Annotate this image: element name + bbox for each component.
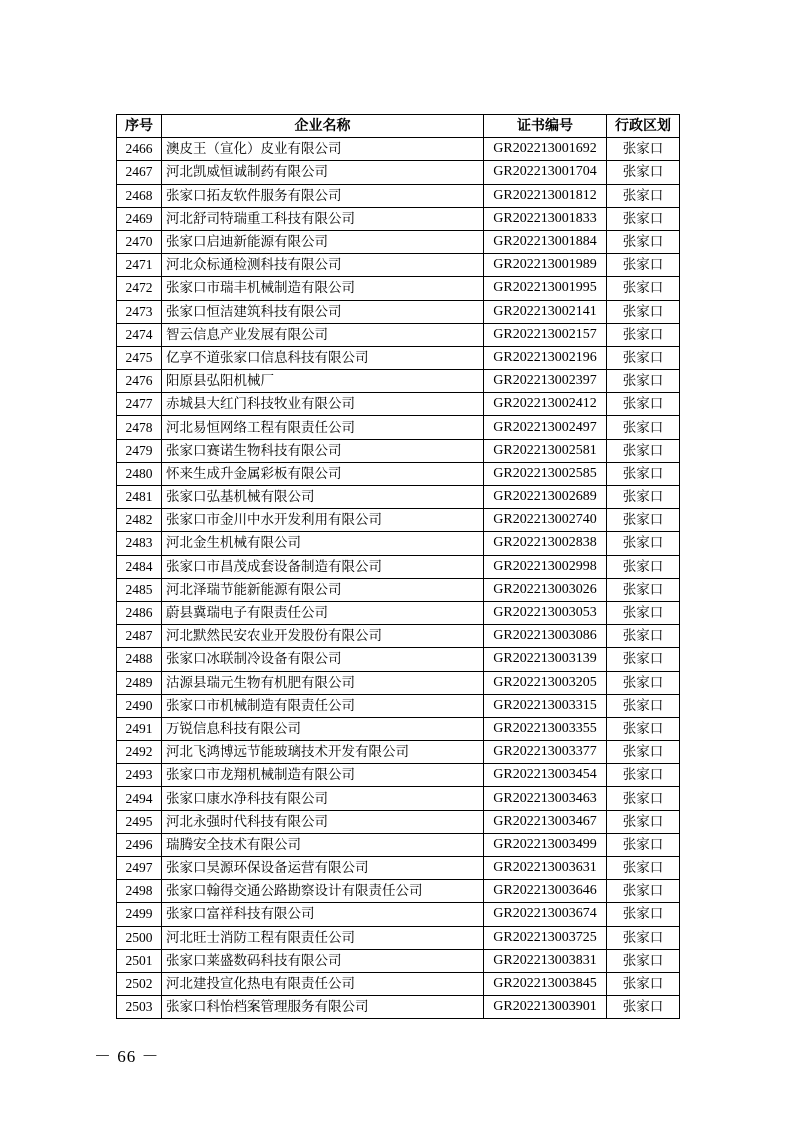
table-row (117, 648, 680, 671)
certificate-number-cell: GR202213002497 (484, 416, 607, 439)
company-name-cell: 张家口赛诺生物科技有限公司 (162, 439, 484, 462)
table-row (117, 880, 680, 903)
serial-cell: 2479 (117, 439, 162, 462)
company-name-cell: 河北永强时代科技有限公司 (162, 810, 484, 833)
region-cell: 张家口 (607, 996, 680, 1019)
serial-cell: 2492 (117, 741, 162, 764)
certificate-number-cell: GR202213003901 (484, 996, 607, 1019)
company-name-cell: 河北默然民安农业开发股份有限公司 (162, 625, 484, 648)
table-row (117, 230, 680, 253)
table-row (117, 625, 680, 648)
region-cell: 张家口 (607, 810, 680, 833)
certificate-number-cell: GR202213002581 (484, 439, 607, 462)
table-row (117, 486, 680, 509)
table-row (117, 926, 680, 949)
table-row (117, 810, 680, 833)
region-cell: 张家口 (607, 393, 680, 416)
table-row (117, 254, 680, 277)
table-row (117, 532, 680, 555)
company-name-cell: 张家口拓友软件服务有限公司 (162, 184, 484, 207)
company-name-cell: 河北建投宣化热电有限责任公司 (162, 972, 484, 995)
certificate-number-cell: GR202213002412 (484, 393, 607, 416)
company-name-cell: 张家口市机械制造有限责任公司 (162, 694, 484, 717)
region-cell: 张家口 (607, 370, 680, 393)
table-row (117, 207, 680, 230)
serial-cell: 2488 (117, 648, 162, 671)
region-cell: 张家口 (607, 207, 680, 230)
region-cell: 张家口 (607, 486, 680, 509)
certificate-number-cell: GR202213003086 (484, 625, 607, 648)
certificate-number-cell: GR202213001692 (484, 138, 607, 161)
region-cell: 张家口 (607, 439, 680, 462)
certificate-number-cell: GR202213002397 (484, 370, 607, 393)
serial-cell: 2483 (117, 532, 162, 555)
company-name-cell: 张家口恒洁建筑科技有限公司 (162, 300, 484, 323)
certificate-number-cell: GR202213001989 (484, 254, 607, 277)
certificate-number-cell: GR202213003463 (484, 787, 607, 810)
certificate-number-cell: GR202213001995 (484, 277, 607, 300)
region-cell: 张家口 (607, 972, 680, 995)
table-row (117, 903, 680, 926)
region-cell: 张家口 (607, 254, 680, 277)
table-row (117, 601, 680, 624)
company-name-cell: 张家口市瑞丰机械制造有限公司 (162, 277, 484, 300)
serial-cell: 2485 (117, 578, 162, 601)
region-cell: 张家口 (607, 555, 680, 578)
region-cell: 张家口 (607, 949, 680, 972)
serial-cell: 2478 (117, 416, 162, 439)
certificate-number-cell: GR202213002838 (484, 532, 607, 555)
table-row (117, 741, 680, 764)
certificate-number-cell: GR202213003315 (484, 694, 607, 717)
table-row (117, 161, 680, 184)
company-table (116, 114, 680, 1019)
region-cell: 张家口 (607, 694, 680, 717)
company-name-cell: 阳原县弘阳机械厂 (162, 370, 484, 393)
table-header-row (117, 115, 680, 138)
serial-cell: 2494 (117, 787, 162, 810)
company-name-cell: 沽源县瑞元生物有机肥有限公司 (162, 671, 484, 694)
region-cell: 张家口 (607, 648, 680, 671)
serial-cell: 2471 (117, 254, 162, 277)
serial-cell: 2466 (117, 138, 162, 161)
table-row (117, 555, 680, 578)
table-row (117, 787, 680, 810)
table-row (117, 184, 680, 207)
certificate-number-cell: GR202213001812 (484, 184, 607, 207)
certificate-number-cell: GR202213003831 (484, 949, 607, 972)
region-cell: 张家口 (607, 230, 680, 253)
certificate-number-cell: GR202213003845 (484, 972, 607, 995)
company-name-cell: 赤城县大红门科技牧业有限公司 (162, 393, 484, 416)
company-name-cell: 河北金生机械有限公司 (162, 532, 484, 555)
region-cell: 张家口 (607, 277, 680, 300)
serial-cell: 2467 (117, 161, 162, 184)
page-number: － 66 － (94, 1047, 160, 1066)
certificate-number-cell: GR202213003053 (484, 601, 607, 624)
certificate-number-cell: GR202213001704 (484, 161, 607, 184)
company-name-cell: 智云信息产业发展有限公司 (162, 323, 484, 346)
region-cell: 张家口 (607, 671, 680, 694)
region-cell: 张家口 (607, 416, 680, 439)
region-cell: 张家口 (607, 857, 680, 880)
serial-cell: 2493 (117, 764, 162, 787)
serial-cell: 2474 (117, 323, 162, 346)
certificate-number-cell: GR202213003646 (484, 880, 607, 903)
company-name-cell: 张家口科怡档案管理服务有限公司 (162, 996, 484, 1019)
company-name-cell: 张家口莱盛数码科技有限公司 (162, 949, 484, 972)
table-row (117, 972, 680, 995)
region-cell: 张家口 (607, 625, 680, 648)
region-cell: 张家口 (607, 578, 680, 601)
company-name-cell: 瑞腾安全技术有限公司 (162, 833, 484, 856)
table-row (117, 300, 680, 323)
company-name-cell: 河北飞鸿博远节能玻璃技术开发有限公司 (162, 741, 484, 764)
serial-cell: 2489 (117, 671, 162, 694)
serial-cell: 2486 (117, 601, 162, 624)
serial-cell: 2481 (117, 486, 162, 509)
region-cell: 张家口 (607, 833, 680, 856)
certificate-number-cell: GR202213002585 (484, 462, 607, 485)
company-name-cell: 河北凯威恒诚制药有限公司 (162, 161, 484, 184)
table-row (117, 717, 680, 740)
serial-cell: 2502 (117, 972, 162, 995)
table-row (117, 277, 680, 300)
serial-cell: 2469 (117, 207, 162, 230)
serial-cell: 2484 (117, 555, 162, 578)
region-cell: 张家口 (607, 601, 680, 624)
region-cell: 张家口 (607, 346, 680, 369)
certificate-number-cell: GR202213002157 (484, 323, 607, 346)
company-name-cell: 河北旺士消防工程有限责任公司 (162, 926, 484, 949)
serial-cell: 2503 (117, 996, 162, 1019)
certificate-number-cell: GR202213003026 (484, 578, 607, 601)
certificate-number-cell: GR202213003355 (484, 717, 607, 740)
serial-cell: 2473 (117, 300, 162, 323)
company-name-cell: 张家口昊源环保设备运营有限公司 (162, 857, 484, 880)
company-name-cell: 张家口市昌茂成套设备制造有限公司 (162, 555, 484, 578)
table-row (117, 439, 680, 462)
table-row (117, 416, 680, 439)
serial-cell: 2498 (117, 880, 162, 903)
region-cell: 张家口 (607, 741, 680, 764)
header-region: 行政区划 (607, 115, 680, 138)
region-cell: 张家口 (607, 184, 680, 207)
region-cell: 张家口 (607, 532, 680, 555)
region-cell: 张家口 (607, 509, 680, 532)
serial-cell: 2482 (117, 509, 162, 532)
table-row (117, 671, 680, 694)
company-name-cell: 河北舒司特瑞重工科技有限公司 (162, 207, 484, 230)
table-row (117, 578, 680, 601)
serial-cell: 2487 (117, 625, 162, 648)
company-name-cell: 万锐信息科技有限公司 (162, 717, 484, 740)
header-serial: 序号 (117, 115, 162, 138)
company-name-cell: 怀来生成升金属彩板有限公司 (162, 462, 484, 485)
table-body (117, 138, 680, 1019)
certificate-number-cell: GR202213003467 (484, 810, 607, 833)
company-name-cell: 河北众标通检测科技有限公司 (162, 254, 484, 277)
company-name-cell: 张家口康水净科技有限公司 (162, 787, 484, 810)
region-cell: 张家口 (607, 787, 680, 810)
certificate-number-cell: GR202213003725 (484, 926, 607, 949)
serial-cell: 2499 (117, 903, 162, 926)
table-row (117, 694, 680, 717)
table-row (117, 996, 680, 1019)
region-cell: 张家口 (607, 161, 680, 184)
certificate-number-cell: GR202213003139 (484, 648, 607, 671)
company-name-cell: 张家口市龙翔机械制造有限公司 (162, 764, 484, 787)
serial-cell: 2476 (117, 370, 162, 393)
region-cell: 张家口 (607, 764, 680, 787)
company-name-cell: 张家口启迪新能源有限公司 (162, 230, 484, 253)
header-certificate-number: 证书编号 (484, 115, 607, 138)
certificate-number-cell: GR202213002740 (484, 509, 607, 532)
serial-cell: 2497 (117, 857, 162, 880)
serial-cell: 2468 (117, 184, 162, 207)
region-cell: 张家口 (607, 323, 680, 346)
serial-cell: 2501 (117, 949, 162, 972)
region-cell: 张家口 (607, 138, 680, 161)
table-row (117, 138, 680, 161)
company-name-cell: 澳皮王（宣化）皮业有限公司 (162, 138, 484, 161)
serial-cell: 2480 (117, 462, 162, 485)
certificate-number-cell: GR202213003674 (484, 903, 607, 926)
serial-cell: 2500 (117, 926, 162, 949)
region-cell: 张家口 (607, 903, 680, 926)
table-row (117, 346, 680, 369)
company-name-cell: 亿享不道张家口信息科技有限公司 (162, 346, 484, 369)
table-row (117, 509, 680, 532)
table-row (117, 949, 680, 972)
serial-cell: 2491 (117, 717, 162, 740)
certificate-number-cell: GR202213002196 (484, 346, 607, 369)
table-row (117, 370, 680, 393)
company-name-cell: 张家口市金川中水开发利用有限公司 (162, 509, 484, 532)
company-name-cell: 张家口富祥科技有限公司 (162, 903, 484, 926)
serial-cell: 2477 (117, 393, 162, 416)
serial-cell: 2472 (117, 277, 162, 300)
serial-cell: 2475 (117, 346, 162, 369)
table-row (117, 833, 680, 856)
serial-cell: 2495 (117, 810, 162, 833)
serial-cell: 2490 (117, 694, 162, 717)
company-name-cell: 河北泽瑞节能新能源有限公司 (162, 578, 484, 601)
certificate-number-cell: GR202213003377 (484, 741, 607, 764)
company-name-cell: 河北易恒网络工程有限责任公司 (162, 416, 484, 439)
certificate-number-cell: GR202213002689 (484, 486, 607, 509)
table-row (117, 462, 680, 485)
company-name-cell: 张家口翰得交通公路勘察设计有限责任公司 (162, 880, 484, 903)
table-row (117, 764, 680, 787)
region-cell: 张家口 (607, 300, 680, 323)
certificate-number-cell: GR202213003454 (484, 764, 607, 787)
table-row (117, 857, 680, 880)
header-company-name: 企业名称 (162, 115, 484, 138)
serial-cell: 2496 (117, 833, 162, 856)
serial-cell: 2470 (117, 230, 162, 253)
certificate-number-cell: GR202213003205 (484, 671, 607, 694)
region-cell: 张家口 (607, 462, 680, 485)
certificate-number-cell: GR202213003499 (484, 833, 607, 856)
table-row (117, 323, 680, 346)
region-cell: 张家口 (607, 880, 680, 903)
table-row (117, 393, 680, 416)
company-name-cell: 蔚县冀瑞电子有限责任公司 (162, 601, 484, 624)
certificate-number-cell: GR202213003631 (484, 857, 607, 880)
company-name-cell: 张家口弘基机械有限公司 (162, 486, 484, 509)
certificate-number-cell: GR202213002141 (484, 300, 607, 323)
company-name-cell: 张家口冰联制冷设备有限公司 (162, 648, 484, 671)
certificate-number-cell: GR202213002998 (484, 555, 607, 578)
certificate-number-cell: GR202213001884 (484, 230, 607, 253)
certificate-number-cell: GR202213001833 (484, 207, 607, 230)
region-cell: 张家口 (607, 717, 680, 740)
region-cell: 张家口 (607, 926, 680, 949)
